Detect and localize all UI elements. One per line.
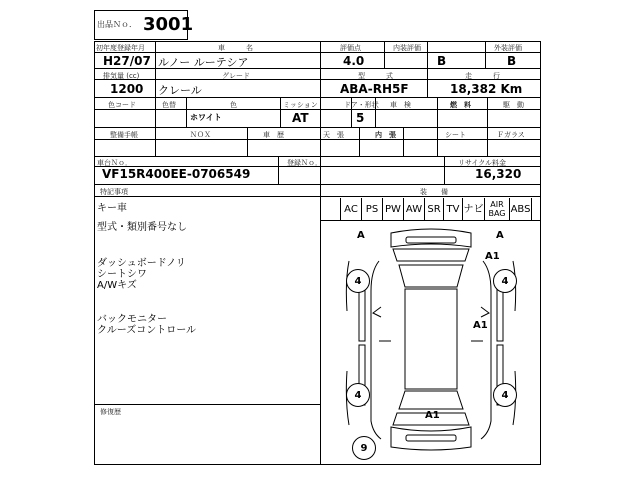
equipment-item: ABS bbox=[509, 198, 532, 220]
repair-label: 修復歴 bbox=[100, 408, 121, 416]
fuel-label: 燃 料 bbox=[450, 101, 471, 109]
damage-mark: A1 bbox=[473, 320, 488, 331]
exterior-value: B bbox=[507, 54, 517, 68]
year-value: H27/07 bbox=[103, 54, 151, 68]
damage-mark: A bbox=[357, 230, 365, 241]
color-code-label: 色コード bbox=[108, 101, 136, 109]
seat-label: シート bbox=[445, 131, 466, 139]
inner-label: 内 張 bbox=[375, 131, 396, 139]
inspection-label: 車 検 bbox=[390, 101, 411, 109]
damage-mark: A bbox=[496, 230, 504, 241]
spare-tire: 9 bbox=[352, 436, 376, 460]
note-line-3: ダッシュボードノリ bbox=[97, 258, 186, 269]
damage-mark: A1 bbox=[425, 410, 440, 421]
name-label: 車 名 bbox=[218, 44, 253, 52]
equipment-item: SR bbox=[424, 198, 443, 220]
tire-front-left: 4 bbox=[346, 269, 370, 293]
tire-rear-left: 4 bbox=[346, 383, 370, 407]
drive-label: 駆 動 bbox=[503, 101, 524, 109]
damage-mark: A1 bbox=[485, 251, 500, 262]
manual-label: 整備手帳 bbox=[110, 131, 138, 139]
interior-label: 内装評価 bbox=[393, 44, 421, 52]
cc-value: 1200 bbox=[110, 82, 144, 96]
equipment-item: AC bbox=[340, 198, 361, 220]
door-label: ドア・形状 bbox=[344, 101, 379, 109]
door-value: 5 bbox=[356, 111, 365, 125]
name-value: ルノー ルーテシア bbox=[158, 56, 249, 69]
history-label: 車 歴 bbox=[263, 131, 284, 139]
lot-label: 出品Ｎｏ． bbox=[97, 20, 137, 29]
equipment-item: PS bbox=[361, 198, 382, 220]
mileage-label: 走 行 bbox=[465, 72, 500, 80]
equipment-label: 装 備 bbox=[420, 188, 448, 196]
reg-label: 登録Ｎｏ． bbox=[287, 159, 322, 167]
lot-number: 3001 bbox=[143, 14, 194, 35]
notes-label: 特記事項 bbox=[100, 188, 128, 196]
equipment-item: PW bbox=[382, 198, 403, 220]
grade-value: クレール bbox=[158, 84, 202, 97]
score-value: 4.0 bbox=[343, 54, 365, 68]
body-label: 色替 bbox=[162, 101, 176, 109]
tire-front-right: 4 bbox=[493, 269, 517, 293]
equipment-item: ナビ bbox=[462, 198, 484, 220]
mission-value: AT bbox=[292, 111, 309, 125]
exterior-label: 外装評価 bbox=[494, 44, 522, 52]
note-line-4: シートシワ bbox=[97, 269, 147, 280]
recycle-label: リサイクル料金 bbox=[458, 159, 507, 167]
chassis-label: 車台Ｎｏ． bbox=[97, 159, 132, 167]
recycle-value: 16,320 bbox=[475, 167, 522, 181]
score-label: 評価点 bbox=[340, 44, 361, 52]
year-label: 初年度登録年月 bbox=[96, 44, 145, 52]
tire-rear-right: 4 bbox=[493, 383, 517, 407]
note-line-6: バックモニター bbox=[97, 314, 167, 325]
mileage-value: 18,382 Km bbox=[450, 82, 523, 96]
equipment-item: AW bbox=[403, 198, 424, 220]
note-line-5: A/Wキズ bbox=[97, 280, 137, 291]
interior-value: B bbox=[437, 54, 447, 68]
color-value: ホワイト bbox=[190, 113, 222, 122]
nox-label: ＮＯＸ bbox=[190, 131, 211, 139]
cc-label: 排気量 (cc) bbox=[103, 72, 140, 80]
glass-label: Ｆガラス bbox=[497, 131, 525, 139]
note-line-1: キー車 bbox=[97, 203, 127, 214]
equipment-item: TV bbox=[443, 198, 462, 220]
mission-label: ミッション bbox=[283, 101, 318, 109]
note-line-7: クルーズコントロール bbox=[97, 325, 196, 336]
ceiling-label: 天 張 bbox=[323, 131, 344, 139]
grade-label: グレード bbox=[222, 72, 250, 80]
car-diagram bbox=[321, 221, 540, 464]
chassis-value: VF15R400EE-0706549 bbox=[102, 167, 251, 181]
model-label: 型 式 bbox=[358, 72, 393, 80]
note-line-2: 型式・類別番号なし bbox=[97, 222, 187, 233]
color-label: 色 bbox=[230, 101, 237, 109]
equipment-item: AIR BAG bbox=[484, 198, 509, 220]
model-value: ABA-RH5F bbox=[340, 82, 409, 96]
